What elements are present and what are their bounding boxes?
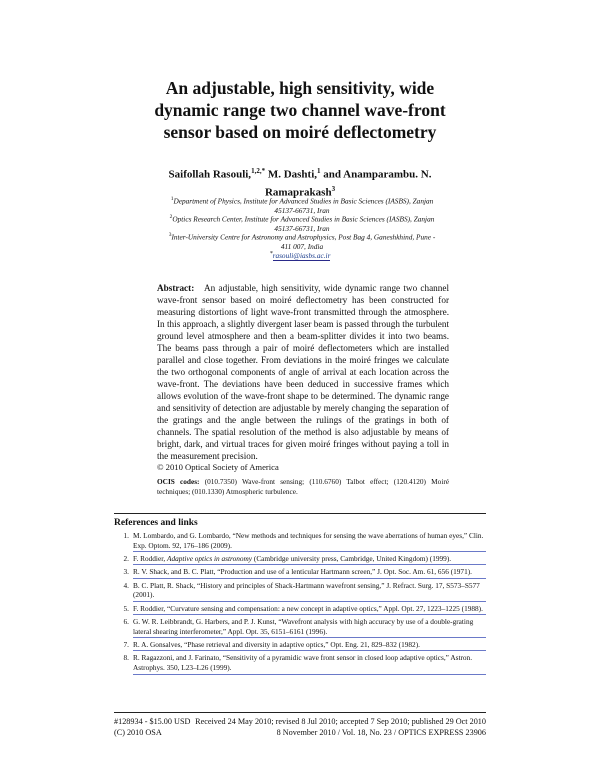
abstract-text: An adjustable, high sensitivity, wide dynamic range two channel wave-front sensor based on moiré deflectometry has been constructed for measuring distortions of light wave-front transmitted through the atmosphere. In this approach, a slightly divergent laser beam is passed through the turbulent ground level atmosphere and then a beam-splitter divides it into two beams. The beams pass through a pair of moiré deflectometers which are installed parallel and close together. From deviations in the moiré fringes we calculate the two orthogonal components of angle of arrival at each location across the wave-front. The deviations have been deduced in successive frames which allows evolution of the wave-front shape to be determined. The dynamic range and sensitivity of detection are adjustable by merely changing the separation of the gratings and the angle between the rulings of the gratings in both of channels. The spatial resolution of the method is also adjustable by means of bright, dark, and virtual traces for given moiré fringes without paying a toll in the measurement precision. [157,283,449,461]
email-marker: * [269,251,273,257]
reference-item[interactable] [114,604,486,615]
reference-text[interactable]: R. V. Shack, and B. C. Platt, “Production and use of a lenticular Hartmann screen,” J. Opt. Soc. Am. 61, 656 (1971). [133,567,486,578]
affiliation-text: Inter-University Centre for Astronomy and Astrophysics, Post Bag 4, Ganeshkhind, Pune - [171,232,436,242]
reference-text[interactable]: R. Ragazzoni, and J. Farinato, “Sensitivity of a pyramidic wave front sensor in closed loop adaptive optics,” Astron. Astrophys. 350, L23–L26 (1999). [133,653,486,674]
affiliation-marker: 2 [169,214,173,220]
osa-copyright: (C) 2010 OSA [114,728,162,737]
affiliation-marker: 3 [168,232,172,238]
reference-text[interactable]: M. Lombardo, and G. Lombardo, “New methods and techniques for sensing the wave aberrations of human eyes,” Clin. Exp. Optom. 92, 176–186 (2009). [133,531,486,552]
reference-item[interactable] [114,531,486,552]
reference-item[interactable] [114,554,486,565]
author-name: M. Dashti, [267,168,318,181]
paper-title [130,77,470,143]
reference-authors: F. Roddier, [133,554,167,564]
corresponding-email[interactable] [150,249,450,261]
title-line: sensor based on moiré deflectometry [163,122,437,142]
author-affil-marker: 3 [331,184,336,193]
reference-text[interactable]: B. C. Platt, R. Shack, “History and principles of Shack-Hartmann wavefront sensing,” J. Refract. Surg. 17, S573–S577 (2001). [133,581,486,602]
reference-text[interactable]: R. A. Gonsalves, “Phase retrieval and diversity in adaptive optics,” Opt. Eng. 21, 829–832 (1982). [133,640,486,651]
email-link[interactable]: rasouli@iasbs.ac.ir [272,251,331,261]
reference-number: 4. [123,580,129,590]
author-affil-marker: 1,2,* [251,167,266,175]
author-name: and Anamparambu. N. [323,168,432,181]
reference-number: 5. [123,603,129,613]
ocis-codes [157,477,449,497]
reference-item[interactable] [114,640,486,651]
abstract [157,282,449,462]
reference-number: 1. [123,531,129,540]
title-line: An adjustable, high sensitivity, wide [165,78,435,98]
abstract-label: Abstract: [157,283,195,293]
footer-divider [114,712,486,713]
affiliation-text: 411 007, India [280,242,324,252]
reference-item[interactable] [114,567,486,578]
manuscript-id-price: #128934 - $15.00 USD [114,717,191,726]
ocis-label: OCIS codes: [157,477,200,486]
reference-book-title: Adaptive optics in astronomy [167,554,253,564]
reference-publisher: (Cambridge university press, Cambridge, United Kingdom) (1999). [252,554,452,564]
copyright-notice: © 2010 Optical Society of America [157,462,279,472]
reference-text[interactable]: G. W. R. Leibbrandt, G. Harbers, and P. J. Kunst, “Wavefront analysis with high accuracy by use of a double-grating lateral shearing interferometer,” Appl. Opt. 35, 6151–6161 (1996). [133,617,486,638]
reference-number: 6. [123,617,129,627]
section-divider [114,513,486,514]
affiliation-marker: 1 [170,196,174,202]
reference-text[interactable] [133,554,486,565]
reference-item[interactable] [114,617,486,638]
reference-number: 8. [123,653,129,663]
reference-number: 2. [123,554,129,564]
title-line: dynamic range two channel wave-front [154,100,446,120]
affiliation-text: 45137-66731, Iran [274,224,330,234]
author-name: Ramaprakash [264,186,332,199]
reference-number: 3. [123,567,129,577]
author-name: Saifollah Rasouli, [168,168,252,181]
author-affil-marker: 1 [317,167,321,175]
journal-citation: 8 November 2010 / Vol. 18, No. 23 / OPTICS EXPRESS 23906 [276,728,486,737]
affiliation-text: Department of Physics, Institute for Advanced Studies in Basic Sciences (IASBS), Zanjan [173,196,434,206]
ocis-text: (010.7350) Wave-front sensing; (110.6760) Talbot effect; (120.4120) Moiré techniques; (010.1330) Atmospheric turbulence. [157,477,450,496]
publication-history: Received 24 May 2010; revised 8 Jul 2010; accepted 7 Sep 2010; published 29 Oct 2010 [195,717,486,726]
affiliation-text: 45137-66731, Iran [274,206,330,216]
affiliation-text: Optics Research Center, Institute for Advanced Studies in Basic Sciences (IASBS), Zanjan [172,214,435,224]
reference-text[interactable]: F. Roddier, “Curvature sensing and compensation: a new concept in adaptive optics,” Appl. Opt. 27, 1223–1225 (1988). [133,604,486,615]
reference-item[interactable] [114,653,486,674]
reference-list [114,531,486,677]
reference-number: 7. [123,640,129,650]
references-heading: References and links [114,518,198,528]
reference-item[interactable] [114,581,486,602]
